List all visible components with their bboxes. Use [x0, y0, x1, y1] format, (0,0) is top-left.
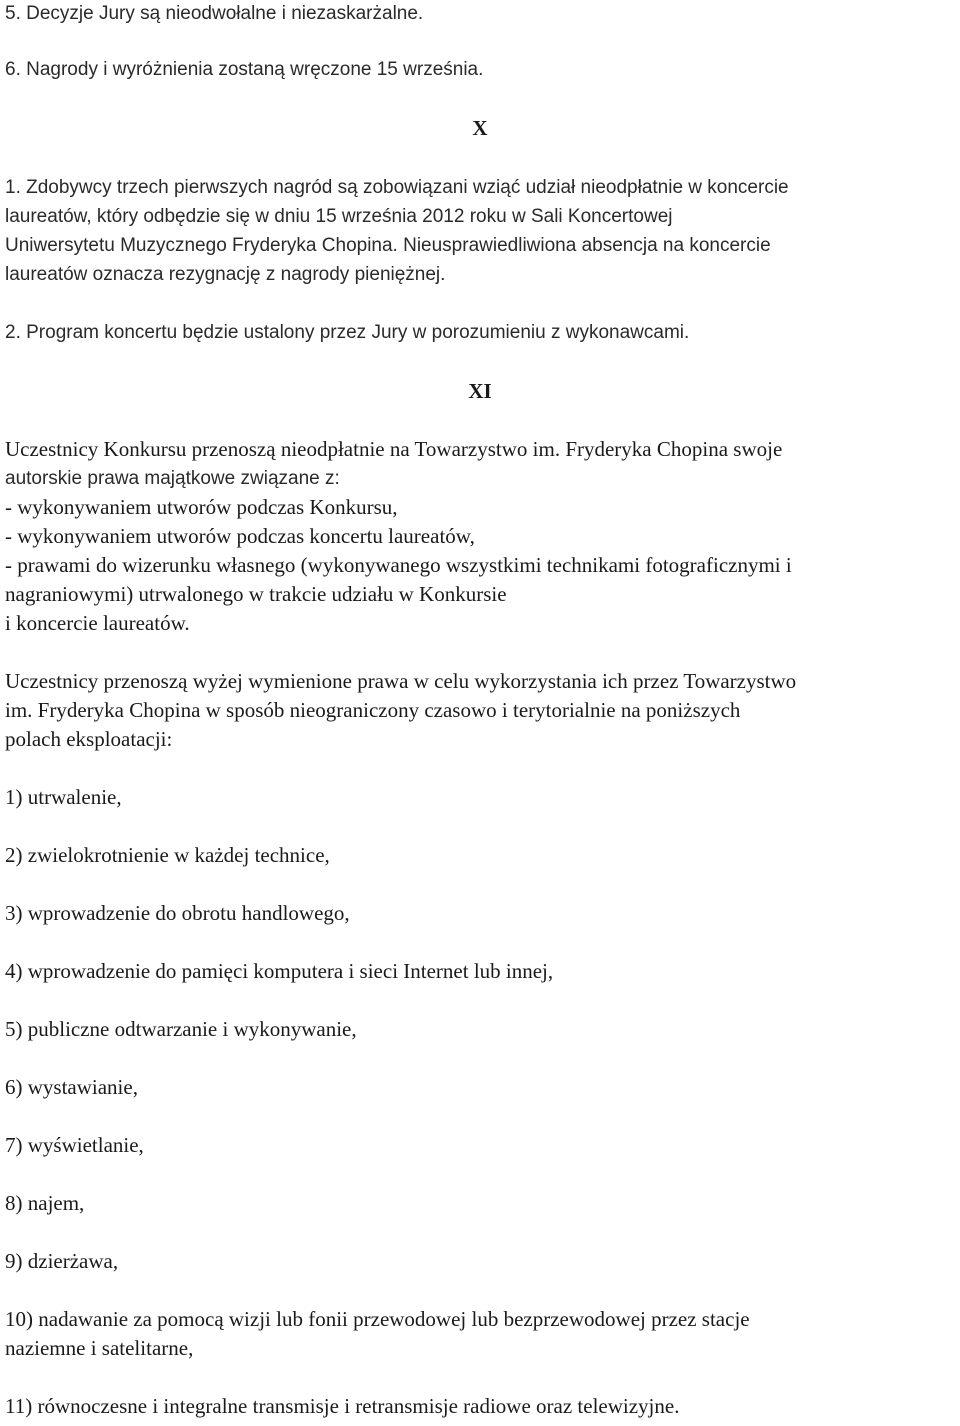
item-5: 5. Decyzje Jury są nieodwołalne i niezaskarżalne.: [5, 3, 424, 24]
xi-p1-line-4: - wykonywaniem utworów podczas koncertu laureatów,: [5, 524, 475, 548]
item-6: 6. Nagrody i wyróżnienia zostaną wręczone 15 września.: [5, 59, 484, 80]
field-item-2: 2) zwielokrotnienie w każdej technice,: [5, 843, 330, 867]
field-item-4: 4) wprowadzenie do pamięci komputera i sieci Internet lub innej,: [5, 959, 554, 983]
x-p1-line-4: laureatów oznacza rezygnację z nagrody pieniężnej.: [5, 264, 446, 285]
xi-p1-line-2: autorskie prawa majątkowe związane z:: [5, 468, 340, 489]
field-item-10-cont: naziemne i satelitarne,: [5, 1336, 194, 1360]
xi-p1-line-5: - prawami do wizerunku własnego (wykonywanego wszystkimi technikami fotograficznymi i: [5, 553, 792, 577]
field-item-11: 11) równoczesne i integralne transmisje i retransmisje radiowe oraz telewizyjne.: [5, 1394, 680, 1418]
xi-p1-line-3: - wykonywaniem utworów podczas Konkursu,: [5, 495, 398, 519]
xi-p2-line-3: polach eksploatacji:: [5, 727, 173, 751]
field-item-3: 3) wprowadzenie do obrotu handlowego,: [5, 901, 350, 925]
field-item-6: 6) wystawianie,: [5, 1075, 138, 1099]
field-item-10: 10) nadawanie za pomocą wizji lub fonii przewodowej lub bezprzewodowej przez stacje: [5, 1307, 750, 1331]
x-p1-line-1: 1. Zdobywcy trzech pierwszych nagród są zobowiązani wziąć udział nieodpłatnie w koncercie: [5, 177, 789, 198]
x-p2: 2. Program koncertu będzie ustalony przez Jury w porozumieniu z wykonawcami.: [5, 322, 690, 343]
section-heading-x: X: [472, 116, 488, 140]
xi-p1-line-7: i koncercie laureatów.: [5, 611, 190, 635]
x-p1-line-2: laureatów, który odbędzie się w dniu 15 września 2012 roku w Sali Koncertowej: [5, 206, 673, 227]
field-item-7: 7) wyświetlanie,: [5, 1133, 144, 1157]
field-item-1: 1) utrwalenie,: [5, 785, 122, 809]
xi-p1-line-1: Uczestnicy Konkursu przenoszą nieodpłatnie na Towarzystwo im. Fryderyka Chopina swoje: [5, 437, 783, 461]
field-item-5: 5) publiczne odtwarzanie i wykonywanie,: [5, 1017, 357, 1041]
xi-p2-line-1: Uczestnicy przenoszą wyżej wymienione prawa w celu wykorzystania ich przez Towarzystwo: [5, 669, 797, 693]
field-item-8: 8) najem,: [5, 1191, 85, 1215]
xi-p1-line-6: nagraniowymi) utrwalonego w trakcie udziału w Konkursie: [5, 582, 507, 606]
section-heading-xi: XI: [468, 379, 492, 403]
x-p1-line-3: Uniwersytetu Muzycznego Fryderyka Chopina. Nieusprawiedliwiona absencja na koncercie: [5, 235, 771, 256]
field-item-9: 9) dzierżawa,: [5, 1249, 119, 1273]
xi-p2-line-2: im. Fryderyka Chopina w sposób nieograniczony czasowo i terytorialnie na poniższych: [5, 698, 741, 722]
